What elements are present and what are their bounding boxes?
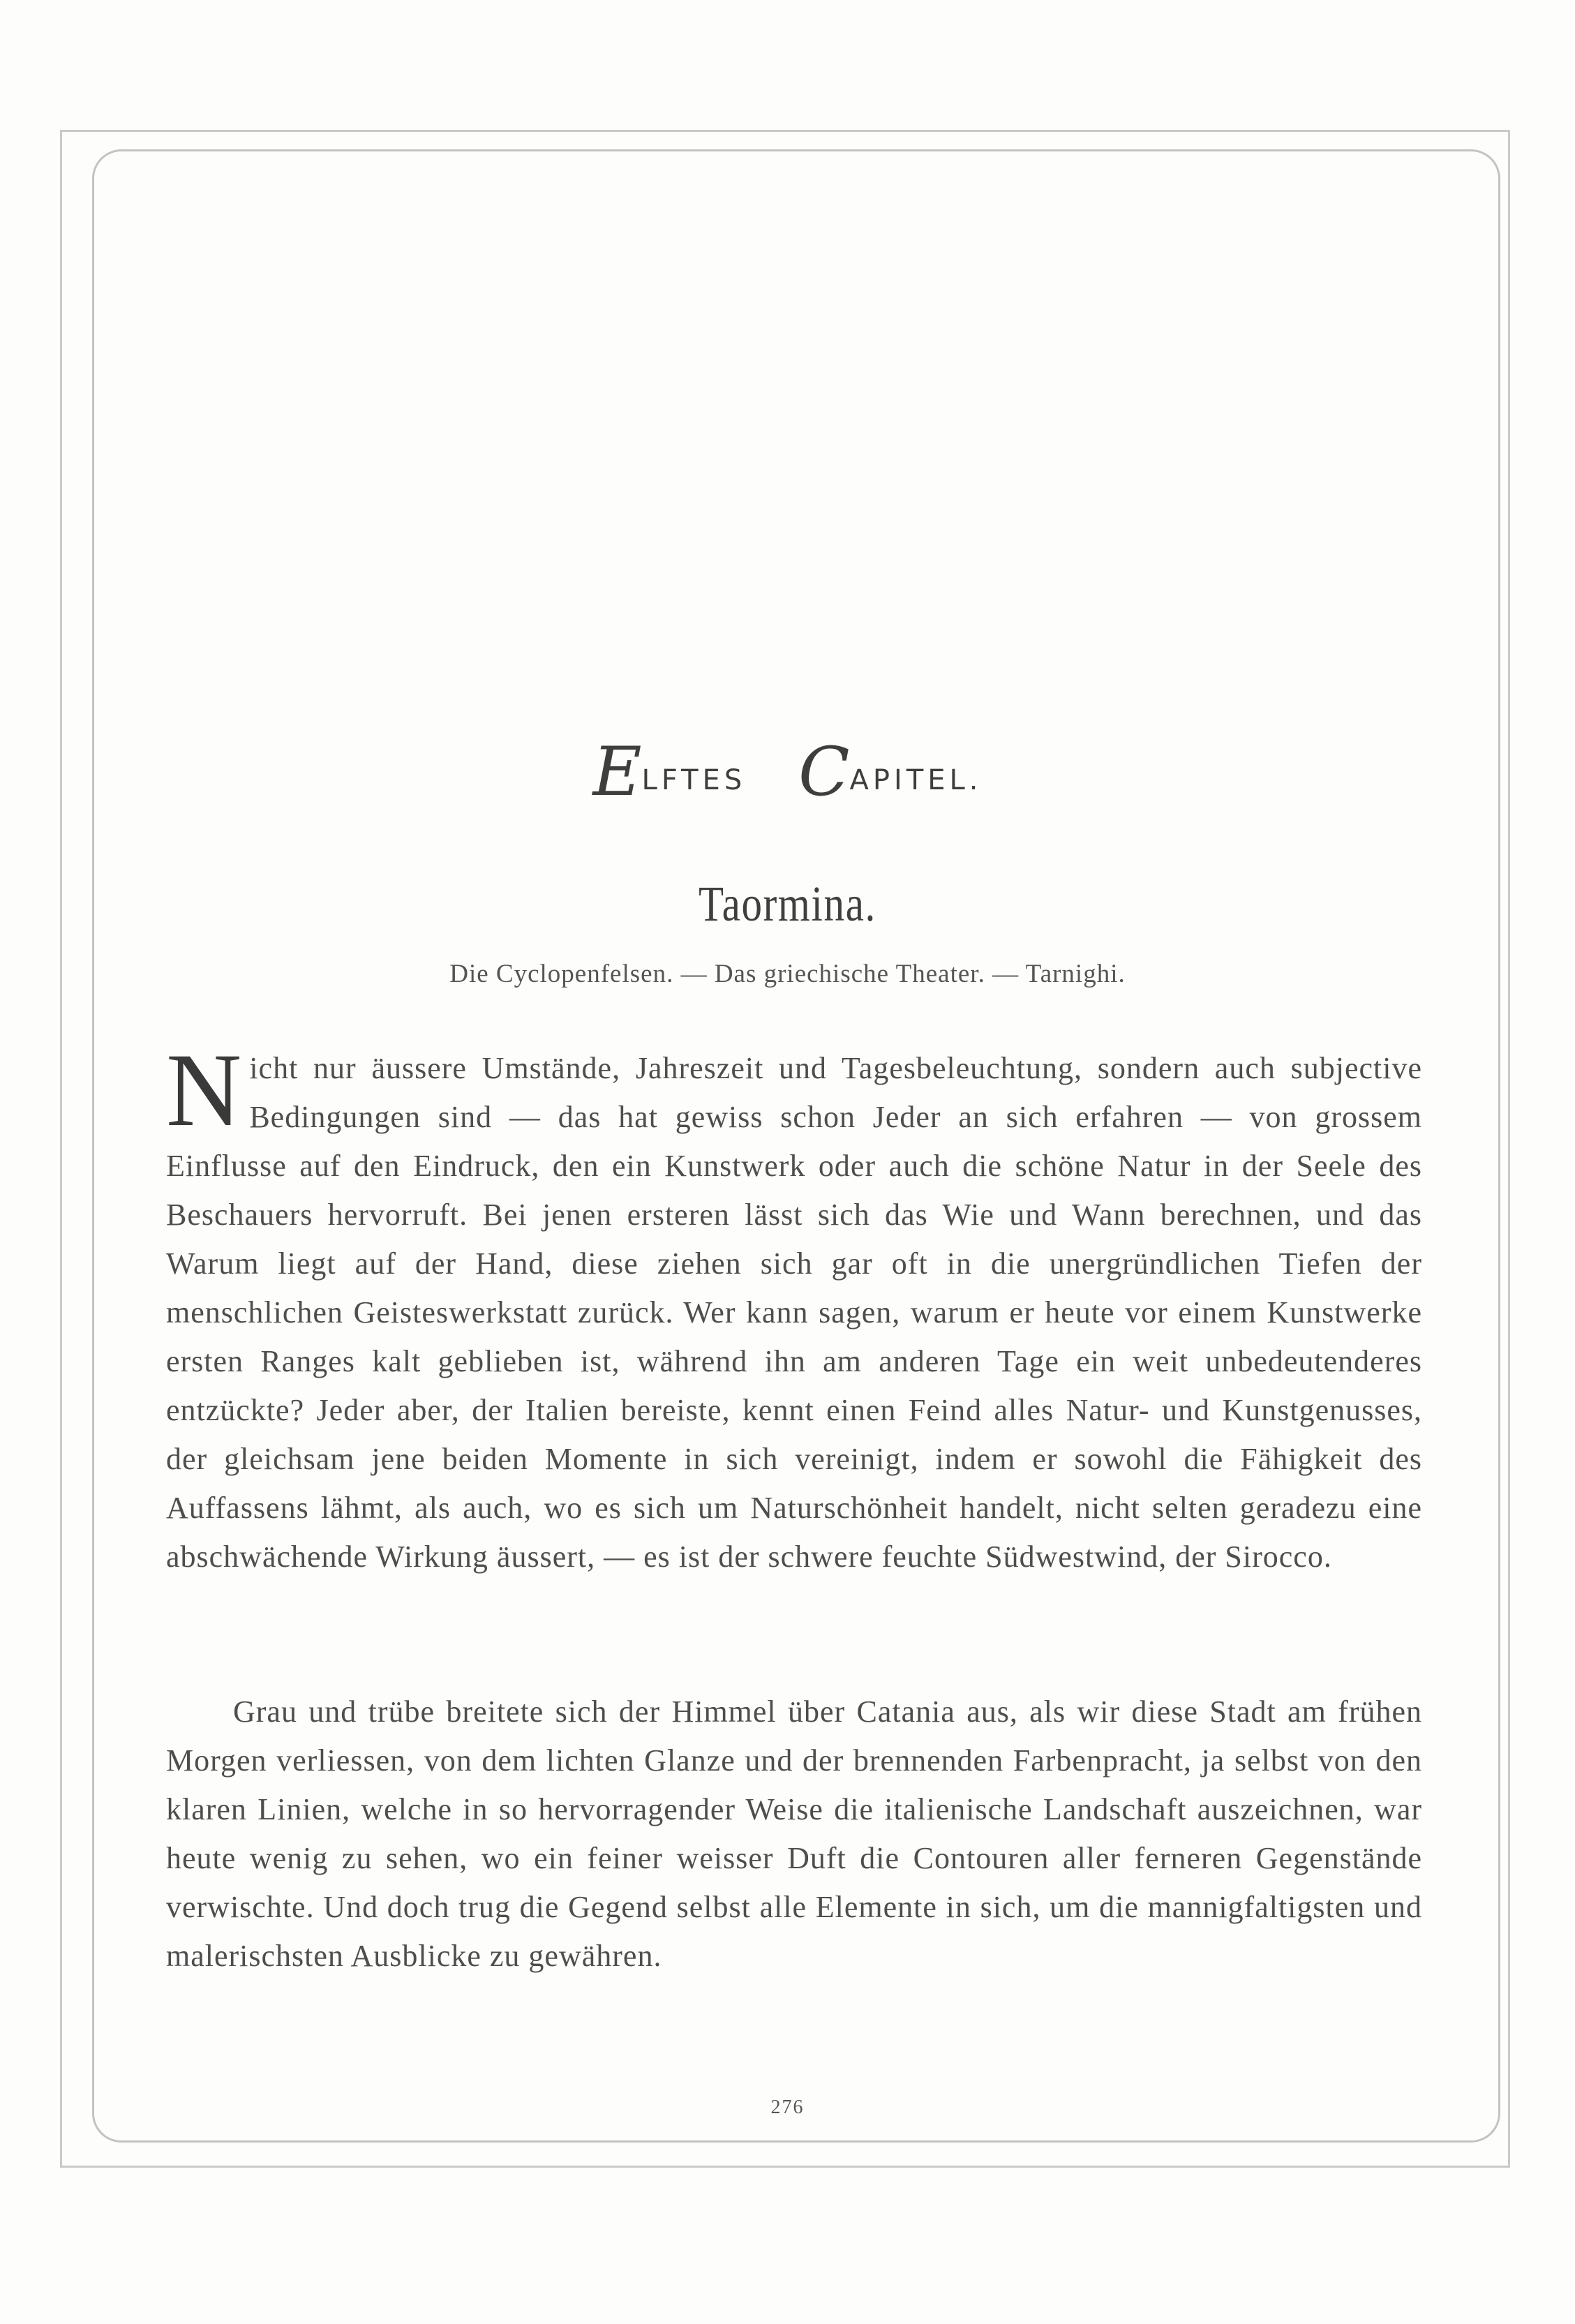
chapter-heading-initial-2: C [798, 733, 850, 811]
paragraph-1-text: icht nur äussere Umstände, Jahreszeit und Tagesbeleuchtung, sondern auch subjective Bedingungen sind — das hat gewiss schon Jeder an sich erfahren — von grossem Einflusse auf den Eindruck, den ein Kunstwerk oder auch die schöne Natur in der Seele des Beschauers hervorruft. Bei jenen ersteren lässt sich das Wie und Wann berechnen, und das Warum liegt auf der Hand, diese ziehen sich gar oft in die unergründlichen Tiefen der menschlichen Geisteswerkstatt zurück. Wer kann sagen, warum er heute vor einem Kunstwerke ersten Ranges kalt geblieben ist, während ihn am anderen Tage ein weit unbedeutenderes entzückte? Jeder aber, der Italien bereiste, kennt einen Feind alles Natur- und Kunstgenusses, der gleichsam jene beiden Momente in sich vereinigt, indem er sowohl die Fähigkeit des Auffassens lähmt, als auch, wo es sich um Naturschönheit handelt, nicht selten geradezu eine abschwächende Wirkung äussert, — es ist der schwere feuchte Südwestwind, der Sirocco. [166, 1051, 1422, 1574]
chapter-subtitle: Die Cyclopenfelsen. — Das griechische Theater. — Tarnighi. [449, 960, 1126, 988]
paragraph-1 [166, 1032, 1422, 1581]
paragraph-2: Grau und trübe breitete sich der Himmel über Catania aus, als wir diese Stadt am frühen Morgen verliessen, von dem lichten Glanze und der brennenden Farbenpracht, ja selbst von den klaren Linien, welche in so hervorragender Weise die italienische Landschaft auszeichnen, war heute wenig zu sehen, wo ein feiner weisser Duft die Contouren aller ferneren Gegenstände verwischte. Und doch trug die Gegend selbst alle Elemente in sich, um die mannigfaltigsten und malerischsten Ausblicke zu gewähren. [166, 1694, 1422, 1973]
drop-cap: N [166, 1032, 243, 1148]
chapter-heading-word-1: LFTES [641, 764, 747, 796]
chapter-heading [0, 733, 1575, 811]
chapter-title: Taormina. [699, 876, 876, 932]
page-number: 276 [770, 2096, 805, 2118]
chapter-heading-word-2: APITEL. [849, 764, 983, 796]
chapter-heading-initial-1: E [592, 733, 642, 811]
